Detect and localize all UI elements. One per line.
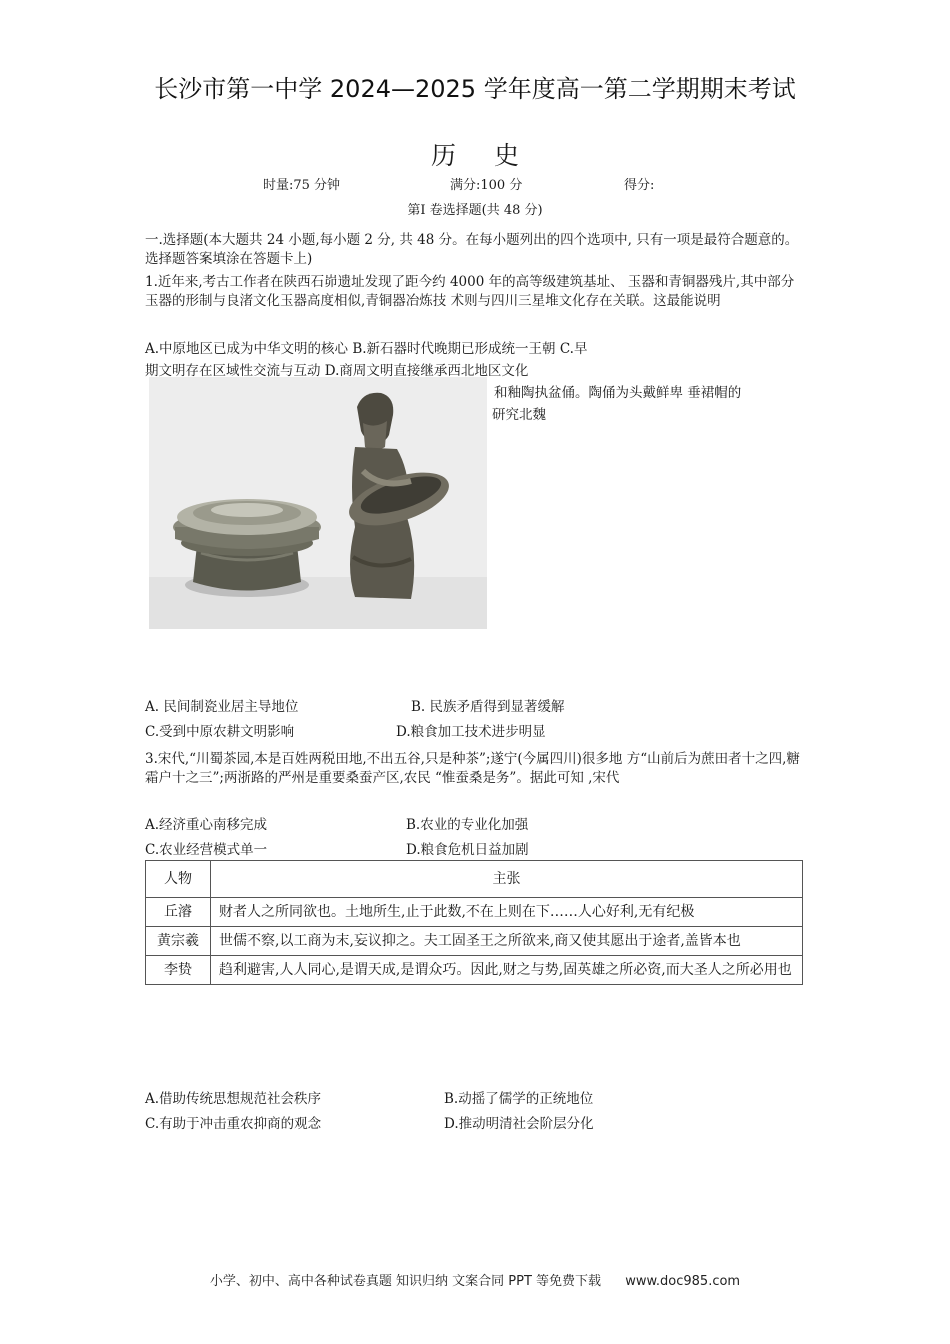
- question-2-option-b: B. 民族矛盾得到显著缓解: [411, 699, 565, 715]
- table-header-person: 人物: [146, 861, 211, 898]
- table-cell-claim: 趋利避害,人人同心,是谓天成,是谓众巧。因此,财之与势,固英雄之所必资,而大圣人之所必用也: [211, 956, 803, 985]
- question-3-option-c: C.农业经营模式单一: [145, 842, 268, 858]
- score-field: 得分:: [624, 178, 655, 193]
- table-cell-claim: 财者人之所同欲也。土地所生,止于此数,不在上则在下……人心好利,无有纪极: [211, 898, 803, 927]
- question-4-option-c: C.有助于冲击重农抑商的观念: [145, 1116, 322, 1132]
- question-4-option-b: B.动摇了儒学的正统地位: [444, 1091, 594, 1107]
- full-score: 满分:100 分: [450, 178, 523, 193]
- question-2-option-a: A. 民间制瓷业居主导地位: [145, 699, 299, 715]
- artifact-photo: [149, 377, 487, 629]
- question-1-options-line1: A.中原地区已成为中华文明的核心 B.新石器时代晚期已形成统一王朝 C.早: [145, 341, 588, 357]
- section-instructions: 一.选择题(本大题共 24 小题,每小题 2 分, 共 48 分。在每小题列出的四个选项中, 只有一项是最符合题意的。选择题答案填涂在答题卡上): [145, 232, 799, 267]
- question-4-option-a: A.借助传统思想规范社会秩序: [145, 1091, 322, 1107]
- question-3-stem: 3.宋代,“川蜀茶园,本是百姓两税田地,不出五谷,只是种茶”;遂宁(今属四川)很多地 方“山前后为蔗田者十之四,糖霜户十之三”;两浙路的严州是重要桑蚕产区,农民 “惟蚕桑是务”。据此可知 ,宋代: [145, 751, 800, 786]
- footer-url[interactable]: www.doc985.com: [625, 1274, 741, 1289]
- table-header-row: [146, 861, 803, 898]
- table-row: [146, 898, 803, 927]
- table-row: [146, 927, 803, 956]
- table-header-claim: 主张: [211, 861, 803, 898]
- table-cell-name: 李贽: [146, 956, 211, 985]
- page-footer: [0, 1270, 950, 1289]
- question-1-options-line2: 期文明存在区域性交流与互动 D.商周文明直接继承西北地区文化: [145, 363, 529, 377]
- table-cell-claim: 世儒不察,以工商为末,妄议抑之。夫工固圣王之所欲来,商又使其愿出于途者,盖皆本也: [211, 927, 803, 956]
- table-row: [146, 956, 803, 985]
- pottery-figurines-image: [149, 377, 487, 629]
- table-cell-name: 黄宗羲: [146, 927, 211, 956]
- question-2-text-line1: 和釉陶执盆俑。陶俑为头戴鲜卑 垂裙帽的: [494, 385, 742, 401]
- question-1-stem: 1.近年来,考古工作者在陕西石峁遗址发现了距今约 4000 年的高等级建筑基址、 玉器和青铜器残片,其中部分玉器的形制与良渚文化玉器高度相似,青铜器冶炼技 术则与四川三星堆文化存在关联。这最能说明: [145, 274, 795, 309]
- footer-text: 小学、初中、高中各种试卷真题 知识归纳 文案合同 PPT 等免费下载: [209, 1274, 602, 1289]
- question-3-option-d: D.粮食危机日益加剧: [406, 842, 529, 858]
- exam-time: 时量:75 分钟: [263, 178, 341, 193]
- question-3-option-b: B.农业的专业化加强: [406, 817, 529, 833]
- question-2-text-line2: 研究北魏: [492, 407, 546, 423]
- thinkers-claims-table: [145, 860, 803, 985]
- table-cell-name: 丘濬: [146, 898, 211, 927]
- subject-title: 历史: [430, 141, 557, 170]
- question-2-option-c: C.受到中原农耕文明影响: [145, 724, 295, 740]
- question-3-option-a: A.经济重心南移完成: [145, 817, 268, 833]
- question-4-option-d: D.推动明清社会阶层分化: [444, 1116, 594, 1132]
- exam-title: 长沙市第一中学 2024—2025 学年度高一第二学期期末考试: [154, 75, 796, 103]
- section-heading: 第Ⅰ 卷选择题(共 48 分): [407, 203, 543, 218]
- question-2-option-d: D.粮食加工技术进步明显: [396, 724, 546, 740]
